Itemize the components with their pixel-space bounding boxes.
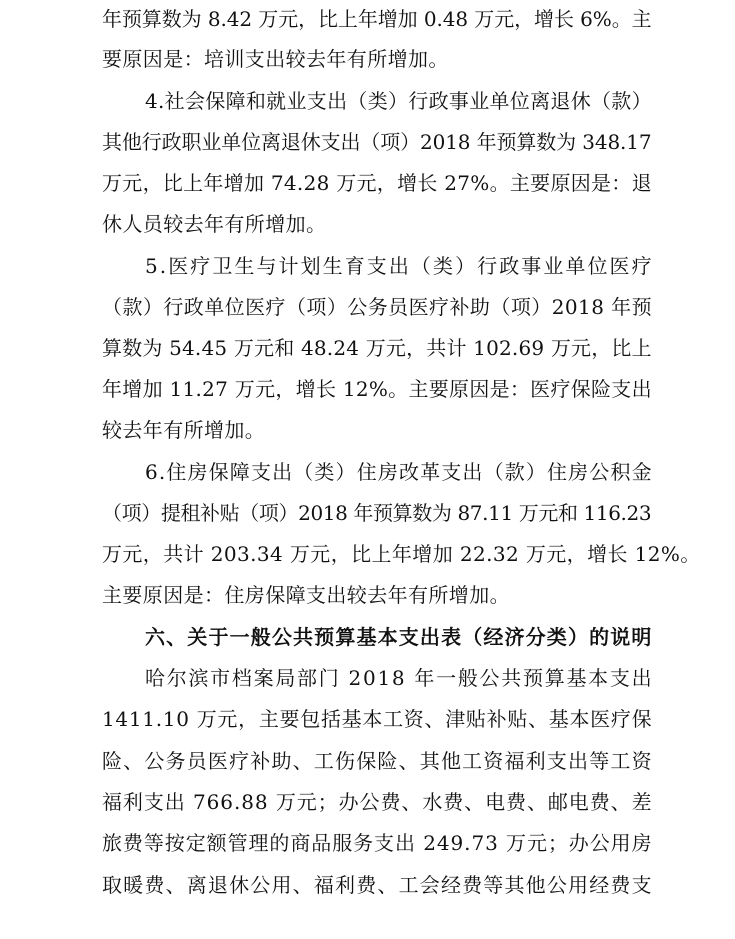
section-heading xyxy=(0,620,735,654)
line-text: 取暖费、离退休公用、福利费、工会经费等其他公用经费支 xyxy=(102,873,653,897)
text-line xyxy=(0,207,735,241)
line-text: 旅费等按定额管理的商品服务支出 249.73 万元；办公用房 xyxy=(102,831,653,855)
line-text: 算数为 54.45 万元和 48.24 万元，共计 102.69 万元，比上 xyxy=(102,336,652,360)
line-text: （项）提租补贴（项）2018 年预算数为 87.11 万元和 116.23 xyxy=(102,501,652,525)
line-text: 5.医疗卫生与计划生育支出（类）行政事业单位医疗 xyxy=(145,254,654,278)
paragraph-6-first-line xyxy=(0,455,735,489)
line-text: 主要原因是：住房保障支出较去年有所增加。 xyxy=(102,583,510,607)
text-line xyxy=(0,578,735,612)
line-text: 4.社会保障和就业支出（类）行政事业单位离退休（款） xyxy=(145,89,652,113)
text-line xyxy=(0,868,735,902)
text-line xyxy=(0,372,735,406)
paragraph-4-first-line xyxy=(0,84,735,118)
text-line xyxy=(0,413,735,447)
text-line xyxy=(0,826,735,860)
paragraph-first-line xyxy=(0,661,735,695)
text-line xyxy=(0,331,735,365)
text-line xyxy=(0,290,735,324)
line-text: 6.住房保障支出（类）住房改革支出（款）住房公积金 xyxy=(145,460,653,484)
text-line xyxy=(0,744,735,778)
text-line xyxy=(0,42,735,76)
paragraph-5-first-line xyxy=(0,249,735,283)
line-text: 较去年有所增加。 xyxy=(102,418,266,442)
line-text: 万元，比上年增加 74.28 万元，增长 27%。主要原因是：退 xyxy=(102,171,652,195)
line-text: 其他行政职业单位离退休支出（项）2018 年预算数为 348.17 xyxy=(102,130,652,154)
line-text: 要原因是：培训支出较去年有所增加。 xyxy=(102,47,449,71)
text-line xyxy=(0,125,735,159)
text-line xyxy=(0,702,735,736)
line-text: 1411.10 万元，主要包括基本工资、津贴补贴、基本医疗保 xyxy=(102,707,653,731)
heading-text: 六、关于一般公共预算基本支出表（经济分类）的说明 xyxy=(145,625,653,649)
line-text: 休人员较去年有所增加。 xyxy=(102,212,327,236)
text-line xyxy=(0,537,735,571)
line-text: 年预算数为 8.42 万元，比上年增加 0.48 万元，增长 6%。主 xyxy=(102,7,652,31)
line-text: 年增加 11.27 万元，增长 12%。主要原因是：医疗保险支出 xyxy=(102,377,652,401)
text-line xyxy=(0,785,735,819)
line-text: 险、公务员医疗补助、工伤保险、其他工资福利支出等工资 xyxy=(102,749,653,773)
line-text: （款）行政单位医疗（项）公务员医疗补助（项）2018 年预 xyxy=(102,295,653,319)
text-line xyxy=(0,166,735,200)
line-text: 福利支出 766.88 万元；办公费、水费、电费、邮电费、差 xyxy=(102,790,653,814)
line-text: 万元，共计 203.34 万元，比上年增加 22.32 万元，增长 12%。 xyxy=(102,542,701,566)
text-line xyxy=(0,2,735,36)
text-line xyxy=(0,496,735,530)
line-text: 哈尔滨市档案局部门 2018 年一般公共预算基本支出 xyxy=(145,666,654,690)
